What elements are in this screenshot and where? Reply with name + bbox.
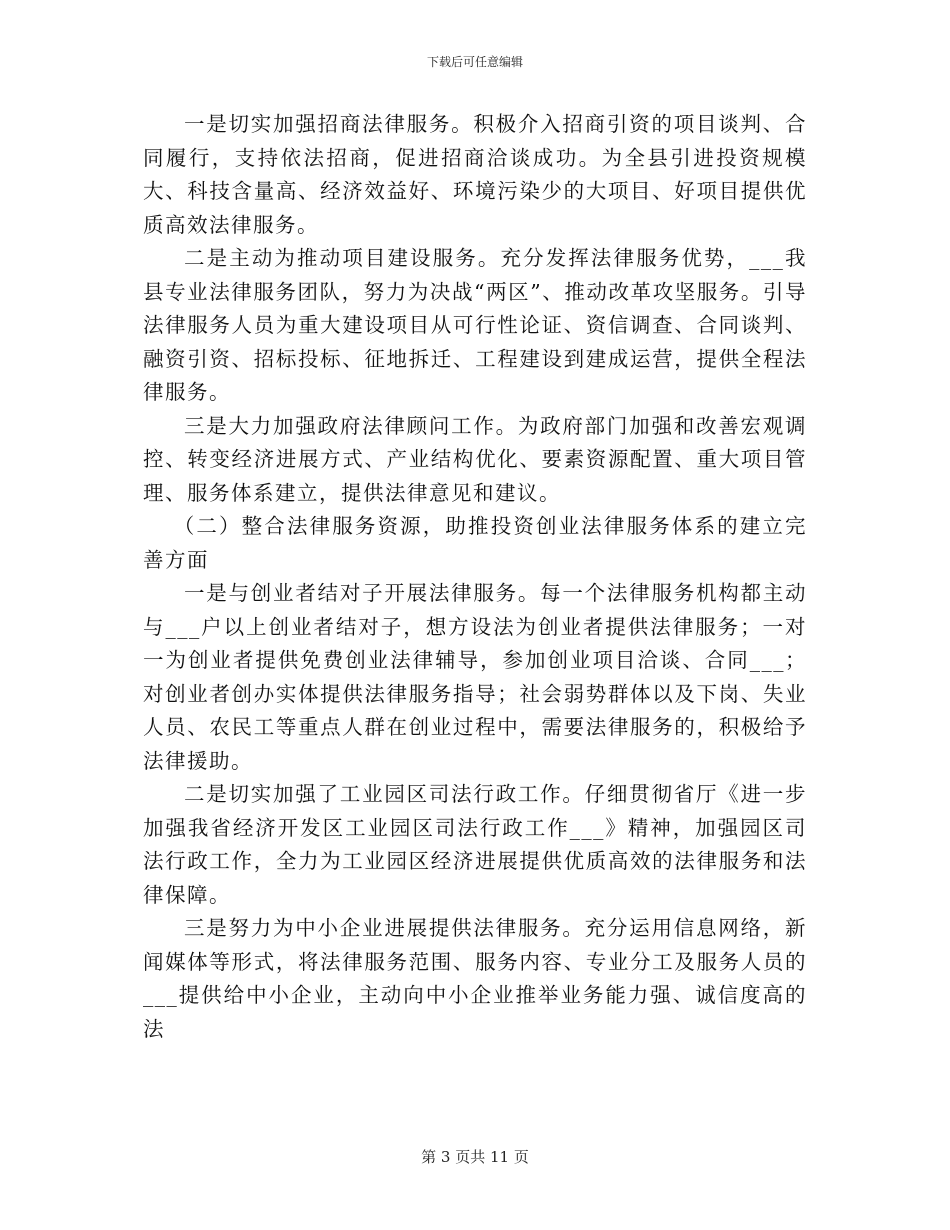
section-heading: （二）整合法律服务资源，助推投资创业法律服务体系的建立完善方面 [143, 514, 807, 572]
paragraph-government-legal-advisor: 三是大力加强政府法律顾问工作。为政府部门加强和改善宏观调控、转变经济进展方式、产业结构优化、要素资源配置、重大项目管理、服务体系建立，提供法律意见和建议。 [143, 413, 807, 505]
paragraph-industrial-park: 二是切实加强了工业园区司法行政工作。仔细贯彻省厅《进一步加强我省经济开发区工业园区司法行政工作___》精神，加强园区司法行政工作，全力为工业园区经济进展提供优质高效的法律服务和法律保障。 [143, 782, 807, 907]
paragraph-project-construction: 二是主动为推动项目建设服务。充分发挥法律服务优势，___我县专业法律服务团队，努力为决战“两区”、推动改革攻坚服务。引导法律服务人员为重大建设项目从可行性论证、资信调查、合同谈判、融资引资、招标投标、征地拆迁、工程建设到建成运营，提供全程法律服务。 [143, 246, 807, 404]
paragraph-investment-legal-service: 一是切实加强招商法律服务。积极介入招商引资的项目谈判、合同履行，支持依法招商，促进招商洽谈成功。为全县引进投资规模大、科技含量高、经济效益好、环境污染少的大项目、好项目提供优质高效法律服务。 [143, 112, 807, 237]
page-header: 下载后可任意编辑 [426, 55, 523, 69]
paragraph-sme-service: 三是努力为中小企业进展提供法律服务。充分运用信息网络，新闻媒体等形式，将法律服务范围、服务内容、专业分工及服务人员的___提供给中小企业，主动向中小企业推举业务能力强、诚信度高的法 [143, 916, 807, 1041]
document-body [143, 108, 807, 1046]
paragraph-entrepreneur-pairing: 一是与创业者结对子开展法律服务。每一个法律服务机构都主动与___户以上创业者结对子，想方设法为创业者提供法律服务；一对一为创业者提供免费创业法律辅导，参加创业项目洽谈、合同___；对创业者创办实体提供法律服务指导；社会弱势群体以及下岗、失业人员、农民工等重点人群在创业过程中，需要法律服务的，积极给予法律援助。 [143, 581, 807, 773]
page-number: 第 3 页共 11 页 [421, 1148, 529, 1166]
